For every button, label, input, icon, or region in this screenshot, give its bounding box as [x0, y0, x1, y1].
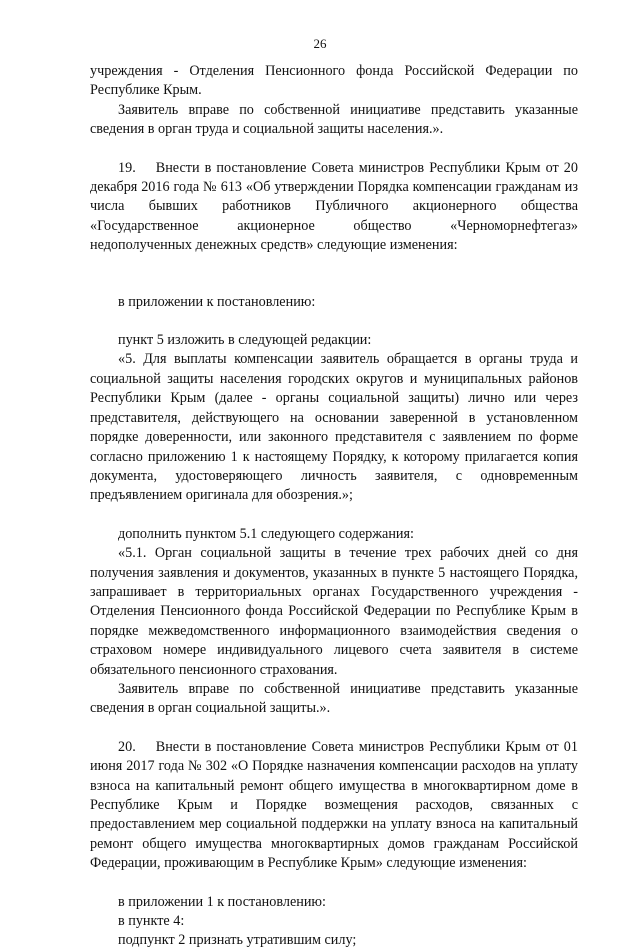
paragraph-institution-continuation: учреждения - Отделения Пенсионного фонда Российской Федерации по Республике Крым. [90, 63, 578, 99]
paragraph-in-annex-1: в приложении 1 к постановлению: [118, 893, 326, 910]
page-number: 26 [313, 36, 327, 51]
paragraph-point-5-1-intro: дополнить пунктом 5.1 следующего содержания: [118, 525, 414, 542]
paragraph-in-point-4: в пункте 4: [118, 913, 185, 930]
paragraph-applicant-right-social: Заявитель вправе по собственной инициативе представить указанные сведения в орган социальной защиты.». [90, 680, 578, 717]
item-number-20: 20. [118, 738, 136, 755]
paragraph-in-annex: в приложении к постановлению: [118, 293, 316, 310]
spacer [90, 506, 578, 525]
paragraph-applicant-right-labor: Заявитель вправе по собственной инициативе представить указанные сведения в орган труда и социальной защиты населения.». [90, 101, 578, 138]
item-20-text: Внести в постановление Совета министров Республики Крым от 01 июня 2017 года № 302 «О Порядке назначения компенсации расходов на уплату взноса на капитальный ремонт общего имущества в многоквартирном доме в Республике Крым и Порядке возмещения расходов, связанных с предоставлением мер социальной поддержки на уплату взноса на капитальный ремонт общего имущества многоквартирных домов гражданам Российской Федерации, проживающим в Республике Крым» следующие изменения: [90, 738, 578, 872]
paragraph-point-5-1-text: «5.1. Орган социальной защиты в течение трех рабочих дней со дня получения заявления и документов, указанных в пункте 5 настоящего Порядка, запрашивает в территориальных органах Государственного учреждения - Отделения Пенсионного фонда Российской Федерации по Республике Крым в порядке межведомственного информационного взаимодействия сведения о страховом номере индивидуального лицевого счета заявителя в системе обязательного пенсионного страхования. [90, 545, 578, 678]
spacer [90, 874, 578, 893]
paragraph-point-5-intro: пункт 5 изложить в следующей редакции: [118, 332, 372, 349]
paragraph-point-5-text: «5. Для выплаты компенсации заявитель обращается в органы труда и социальной защиты населения городских округов и муниципальных районов Республики Крым (далее - органы социальной защиты) лично или через представителя, действующего на основании заверенной в установленном порядке доверенности, или законного представителя с заявлением по форме согласно приложению 1 к настоящему Порядку, к которому прилагается копия документа, удостоверяющего личность заявителя, с одновременным предъявлением оригинала для обозрения.»; [90, 351, 578, 504]
item-number-19: 19. [118, 159, 136, 176]
paragraph-item-20 [90, 738, 578, 874]
document-body [90, 62, 578, 951]
spacer [90, 256, 578, 293]
spacer [90, 140, 578, 159]
paragraph-item-19 [90, 159, 578, 256]
spacer [90, 719, 578, 738]
item-19-text: Внести в постановление Совета министров Республики Крым от 20 декабря 2016 года № 613 «Об утверждении Порядка компенсации гражданам из числа бывших работников Публичного акционерного общества «Государственное акционерное общество «Черноморнефтегаз» недополученных денежных средств» следующие изменения: [90, 159, 578, 254]
spacer [90, 312, 578, 331]
paragraph-subpoint-2: подпункт 2 признать утратившим силу; [118, 932, 357, 949]
